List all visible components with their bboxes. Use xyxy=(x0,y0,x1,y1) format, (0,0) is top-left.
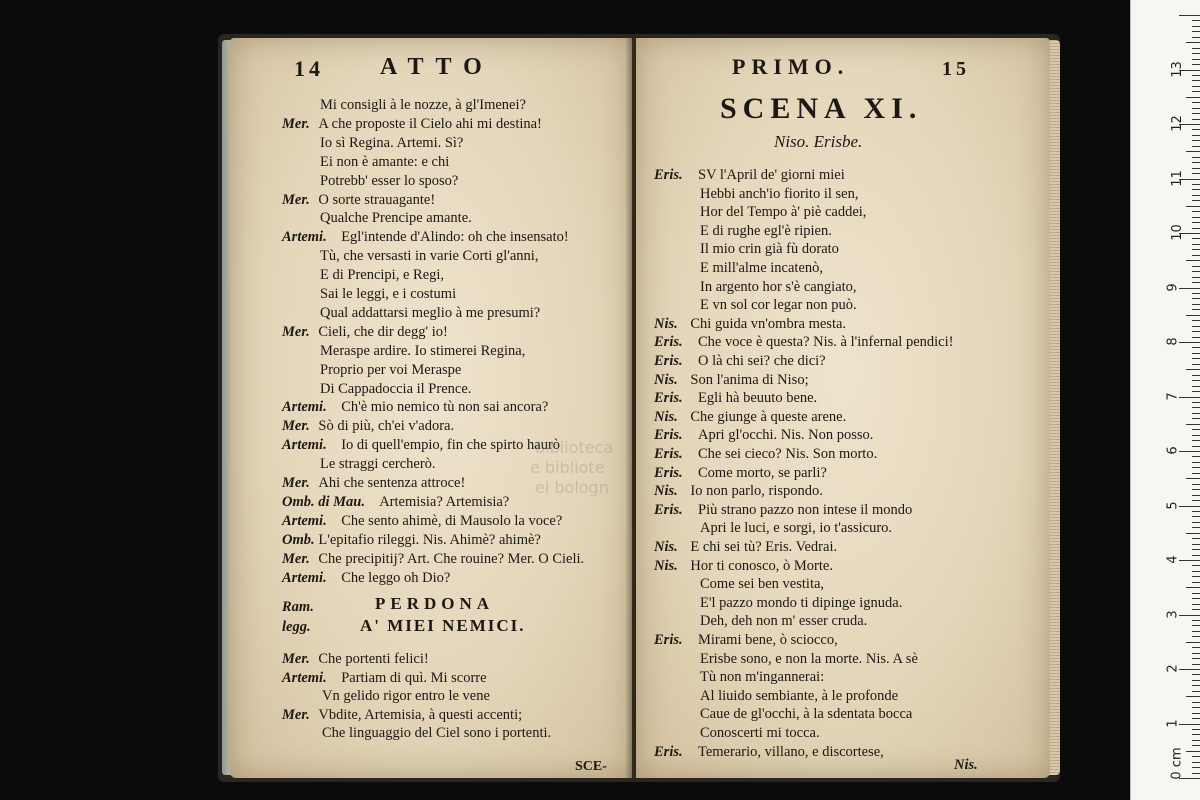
speaker-label: Eris. xyxy=(654,167,683,183)
ruler-tick xyxy=(1192,337,1200,338)
ruler-tick xyxy=(1192,249,1200,250)
text-line: E di rughe egl'è ripien. xyxy=(700,222,832,239)
ruler-tick xyxy=(1186,315,1200,316)
speaker-label: Eris. xyxy=(654,501,683,518)
ruler-tick xyxy=(1186,696,1200,697)
right-page xyxy=(636,38,1050,778)
text-line: A che proposte il Cielo ahi mi destina! xyxy=(318,115,542,132)
ruler-tick xyxy=(1186,533,1200,534)
text-line: Hebbi anch'io fiorito il sen, xyxy=(700,185,859,202)
ruler-tick xyxy=(1192,565,1200,566)
ruler-tick xyxy=(1192,162,1200,163)
ruler-tick xyxy=(1192,375,1200,376)
right-catchword: Nis. xyxy=(954,757,978,773)
speaker-label: Nis. xyxy=(654,483,678,500)
speaker-label: Eris. xyxy=(654,446,683,462)
ruler-tick xyxy=(1192,108,1200,109)
ruler-tick xyxy=(1192,636,1200,637)
legg-label: legg. xyxy=(282,619,311,635)
ruler-number: 2 xyxy=(1165,664,1181,673)
ruler-tick xyxy=(1192,304,1200,305)
text-line: Erisbe sono, e non la morte. Nis. A sè xyxy=(700,650,918,667)
ruler-tick xyxy=(1192,358,1200,359)
ruler-number: 7 xyxy=(1165,391,1181,401)
text-line: Tù, che versasti in varie Corti gl'anni, xyxy=(320,248,539,265)
text-line: Io non parlo, rispondo. xyxy=(690,483,823,500)
ruler-tick xyxy=(1192,456,1200,457)
text-line: Egli hà beuuto bene. xyxy=(698,390,818,407)
ruler-tick xyxy=(1192,767,1200,768)
ruler-tick xyxy=(1192,604,1200,605)
text-line: Ch'è mio nemico tù non sai ancora? xyxy=(341,399,549,416)
ruler-tick xyxy=(1192,549,1200,550)
measurement-ruler xyxy=(1130,0,1200,800)
ruler-tick xyxy=(1192,298,1200,299)
text-line: Egl'intende d'Alindo: oh che insensato! xyxy=(341,229,569,246)
text-line: Hor del Tempo à' piè caddei, xyxy=(700,204,867,221)
speaker-label: Omb. xyxy=(282,531,315,548)
ruler-number: 1 xyxy=(1165,718,1181,728)
speaker-label: Artemi. xyxy=(282,437,327,454)
ruler-tick xyxy=(1192,446,1200,447)
text-line: Che sei cieco? Nis. Son morto. xyxy=(698,446,878,462)
ruler-tick xyxy=(1192,320,1200,321)
speaker-label: Artemi. xyxy=(282,229,327,246)
ruler-tick xyxy=(1186,751,1200,752)
ruler-tick xyxy=(1186,369,1200,370)
text-line: Apri le luci, e sorgi, io t'assicuro. xyxy=(700,520,893,537)
text-line: E vn sol cor legar non può. xyxy=(700,297,857,314)
ruler-tick xyxy=(1192,620,1200,621)
ruler-tick xyxy=(1192,228,1200,229)
speaker-label: Mer. xyxy=(282,115,310,132)
ruler-tick xyxy=(1192,713,1200,714)
text-line: Che precipitij? Art. Che rouine? Mer. O Cieli. xyxy=(318,550,585,567)
ruler-tick xyxy=(1192,674,1200,675)
ruler-tick xyxy=(1192,195,1200,196)
speaker-label: Mer. xyxy=(282,706,310,723)
text-line: Di Cappadoccia il Prence. xyxy=(320,380,472,397)
ruler-tick xyxy=(1179,560,1200,561)
ruler-tick xyxy=(1192,729,1200,730)
ruler-tick xyxy=(1192,222,1200,223)
ruler-tick xyxy=(1179,288,1200,289)
ruler-tick xyxy=(1192,380,1200,381)
ruler-tick xyxy=(1192,576,1200,577)
text-line: O sorte strauagante! xyxy=(318,191,436,208)
speaker-label: Mer. xyxy=(282,651,310,667)
text-line: Ei non è amante: e chi xyxy=(320,153,450,170)
text-line: Apri gl'occhi. Nis. Non posso. xyxy=(698,427,874,444)
speaker-label: Mer. xyxy=(282,475,310,491)
text-line: Il mio crin già fù dorato xyxy=(700,241,839,258)
text-line: Sai le leggi, e i costumi xyxy=(320,286,457,302)
ruler-tick xyxy=(1192,113,1200,114)
ruler-number: 3 xyxy=(1165,609,1181,619)
ruler-tick xyxy=(1192,500,1200,501)
text-line: Temerario, villano, e discortese, xyxy=(698,743,884,760)
ruler-tick xyxy=(1192,91,1200,92)
ruler-number: 10 xyxy=(1169,224,1185,241)
ruler-tick xyxy=(1192,168,1200,169)
ruler-number: 11 xyxy=(1169,169,1185,187)
ruler-tick xyxy=(1192,745,1200,746)
ruler-tick xyxy=(1192,495,1200,496)
ruler-tick xyxy=(1192,489,1200,490)
speaker-label: Nis. xyxy=(654,408,678,425)
ruler-tick xyxy=(1186,206,1200,207)
watermark-line-3: ei bologn xyxy=(535,478,609,497)
speaker-label: Eris. xyxy=(654,743,683,760)
text-line: Che leggo oh Dio? xyxy=(341,569,451,586)
ruler-tick xyxy=(1192,386,1200,387)
ruler-tick xyxy=(1186,151,1200,152)
text-line: E chi sei tù? Eris. Vedrai. xyxy=(690,539,838,555)
ruler-tick xyxy=(1192,555,1200,556)
speaker-label: Mer. xyxy=(282,418,310,435)
right-page-number: 15 xyxy=(942,58,970,80)
ruler-tick xyxy=(1192,238,1200,239)
ruler-tick xyxy=(1192,75,1200,76)
ruler-tick xyxy=(1192,200,1200,201)
ruler-tick xyxy=(1192,740,1200,741)
speaker-label: Mer. xyxy=(282,323,310,340)
ruler-tick xyxy=(1192,48,1200,49)
speaker-label: Eris. xyxy=(654,334,683,351)
speaker-label: Omb. di Mau. xyxy=(282,493,365,510)
ruler-tick xyxy=(1192,609,1200,610)
ruler-tick xyxy=(1192,26,1200,27)
text-line: Conoscerti mi tocca. xyxy=(700,725,820,741)
ruler-tick xyxy=(1186,424,1200,425)
ruler-tick xyxy=(1192,429,1200,430)
text-line: Mi consigli à le nozze, à gl'Imenei? xyxy=(320,97,526,113)
ruler-tick xyxy=(1186,478,1200,479)
ruler-tick xyxy=(1192,664,1200,665)
ruler-tick xyxy=(1192,653,1200,654)
text-line: Al liuido sembiante, à le profonde xyxy=(700,687,899,704)
ruler-tick xyxy=(1179,15,1200,16)
ruler-tick xyxy=(1192,407,1200,408)
text-line: Vn gelido rigor entro le vene xyxy=(322,688,490,704)
ruler-tick xyxy=(1192,347,1200,348)
ruler-tick xyxy=(1192,718,1200,719)
speaker-label: Eris. xyxy=(654,353,683,369)
watermark-line-2: e bibliote xyxy=(530,458,605,477)
left-running-header: ATTO xyxy=(380,54,494,80)
speaker-label: Artemi. xyxy=(282,399,327,416)
text-line: Caue de gl'occhi, à la sdentata bocca xyxy=(700,706,913,723)
ruler-tick xyxy=(1192,140,1200,141)
ruler-tick xyxy=(1192,37,1200,38)
speaker-label: Eris. xyxy=(654,427,683,444)
ruler-tick xyxy=(1179,397,1200,398)
ruler-tick xyxy=(1179,669,1200,670)
speaker-label: Eris. xyxy=(654,464,683,481)
ruler-tick xyxy=(1192,473,1200,474)
text-line: Artemisia? Artemisia? xyxy=(379,493,510,510)
ruler-tick xyxy=(1192,707,1200,708)
text-line: Che portenti felici! xyxy=(318,651,429,667)
ruler-tick xyxy=(1192,189,1200,190)
inscription-line-2: A' MIEI NEMICI. xyxy=(360,616,526,635)
ruler-tick xyxy=(1192,756,1200,757)
text-line: Deh, deh non m' esser cruda. xyxy=(700,613,868,630)
speaker-label: Mer. xyxy=(282,191,310,208)
text-line: Meraspe ardire. Io stimerei Regina, xyxy=(320,342,526,359)
ruler-tick xyxy=(1192,364,1200,365)
left-page xyxy=(230,38,632,778)
scene-characters: Niso. Erisbe. xyxy=(774,132,863,151)
ruler-tick xyxy=(1192,593,1200,594)
ruler-tick xyxy=(1192,571,1200,572)
ruler-tick xyxy=(1192,173,1200,174)
text-line: Qual addattarsi meglio à me presumi? xyxy=(320,304,541,321)
ruler-tick xyxy=(1192,293,1200,294)
ruler-tick xyxy=(1192,413,1200,414)
ruler-tick xyxy=(1192,146,1200,147)
ruler-tick xyxy=(1179,342,1200,343)
ruler-tick xyxy=(1192,538,1200,539)
ruler-tick xyxy=(1192,462,1200,463)
text-line: Che sento ahimè, di Mausolo la voce? xyxy=(341,512,563,529)
ruler-tick xyxy=(1192,522,1200,523)
ruler-tick xyxy=(1179,615,1200,616)
ruler-tick xyxy=(1192,691,1200,692)
text-line: Io sì Regina. Artemi. Sì? xyxy=(320,134,464,151)
ruler-tick xyxy=(1192,326,1200,327)
ruler-tick xyxy=(1192,20,1200,21)
text-line: Sò di più, ch'ei v'adora. xyxy=(318,418,455,435)
ruler-tick xyxy=(1192,544,1200,545)
ruler-tick xyxy=(1192,282,1200,283)
ruler-tick xyxy=(1192,59,1200,60)
ram-label: Ram. xyxy=(282,599,314,615)
ruler-tick xyxy=(1192,53,1200,54)
ruler-tick xyxy=(1192,435,1200,436)
text-line: E mill'alme incatenò, xyxy=(700,260,824,276)
ruler-tick xyxy=(1179,506,1200,507)
ruler-tick xyxy=(1192,685,1200,686)
speaker-label: Artemi. xyxy=(282,512,327,529)
ruler-tick xyxy=(1186,42,1200,43)
ruler-tick xyxy=(1192,658,1200,659)
speaker-label: Mer. xyxy=(282,550,310,567)
ruler-number: 9 xyxy=(1165,282,1181,292)
ruler-tick xyxy=(1192,467,1200,468)
ruler-tick xyxy=(1192,80,1200,81)
ruler-tick xyxy=(1186,97,1200,98)
text-line: Che linguaggio del Ciel sono i portenti. xyxy=(322,725,552,741)
text-line: Che voce è questa? Nis. à l'infernal pendici! xyxy=(698,334,954,351)
ruler-tick xyxy=(1192,762,1200,763)
ruler-tick xyxy=(1192,271,1200,272)
speaker-label: Eris. xyxy=(654,632,683,648)
scene-title: SCENA XI. xyxy=(720,92,923,125)
ruler-tick xyxy=(1192,129,1200,130)
ruler-tick xyxy=(1192,266,1200,267)
text-line: Proprio per voi Meraspe xyxy=(320,361,462,378)
ruler-tick xyxy=(1192,598,1200,599)
ruler-tick xyxy=(1192,255,1200,256)
ruler-tick xyxy=(1179,724,1200,725)
text-line: Hor ti conosco, ò Morte. xyxy=(690,557,833,574)
ruler-tick xyxy=(1192,391,1200,392)
ruler-tick xyxy=(1192,773,1200,774)
ruler-tick xyxy=(1179,451,1200,452)
right-running-header: PRIMO. xyxy=(732,54,850,79)
ruler-tick xyxy=(1192,309,1200,310)
ruler-tick xyxy=(1192,647,1200,648)
ruler-tick xyxy=(1192,64,1200,65)
ruler-tick xyxy=(1192,277,1200,278)
ruler-tick xyxy=(1186,587,1200,588)
ruler-number: 12 xyxy=(1169,115,1185,132)
ruler-tick xyxy=(1192,734,1200,735)
text-line: E di Prencipi, e Regi, xyxy=(320,267,445,284)
ruler-tick xyxy=(1192,702,1200,703)
speaker-label: Artemi. xyxy=(282,569,327,586)
ruler-tick xyxy=(1186,260,1200,261)
ruler-tick xyxy=(1192,331,1200,332)
ruler-tick xyxy=(1192,135,1200,136)
text-line: E'l pazzo mondo ti dipinge ignuda. xyxy=(700,594,903,611)
text-line: Come sei ben vestita, xyxy=(700,576,825,593)
ruler-tick xyxy=(1192,353,1200,354)
ruler-tick xyxy=(1192,102,1200,103)
text-line: Tù non m'ingannerai: xyxy=(700,669,825,686)
text-line: Vbdite, Artemisia, à questi accenti; xyxy=(318,706,523,723)
ruler-tick xyxy=(1192,418,1200,419)
speaker-label: Nis. xyxy=(654,557,678,574)
text-line: Chi guida vn'ombra mesta. xyxy=(690,315,847,332)
text-line: Ahi che sentenza attroce! xyxy=(318,475,466,491)
text-line: SV l'April de' giorni miei xyxy=(698,167,845,183)
speaker-label: Nis. xyxy=(654,315,678,332)
text-line: Qualche Prencipe amante. xyxy=(320,210,472,227)
text-line: Più strano pazzo non intese il mondo xyxy=(698,501,913,518)
ruler-tick xyxy=(1192,680,1200,681)
text-line: L'epitafio rileggi. Nis. Ahimè? ahimè? xyxy=(318,531,541,548)
speaker-label: Nis. xyxy=(654,539,678,555)
text-line: Potrebb' esser lo sposo? xyxy=(320,172,459,189)
ruler-tick xyxy=(1192,217,1200,218)
ruler-tick xyxy=(1186,642,1200,643)
ruler-number: 5 xyxy=(1165,500,1181,510)
ruler-tick xyxy=(1192,527,1200,528)
ruler-tick xyxy=(1192,625,1200,626)
ruler-number: 4 xyxy=(1165,555,1181,564)
left-catchword: SCE- xyxy=(575,759,607,774)
ruler-tick xyxy=(1192,511,1200,512)
left-page-number: 14 xyxy=(294,56,324,81)
text-line: In argento hor s'è cangiato, xyxy=(700,278,857,295)
ruler-tick xyxy=(1192,119,1200,120)
inscription-line-1: PERDONA xyxy=(375,594,495,613)
text-line: Come morto, se parli? xyxy=(698,464,827,481)
ruler-tick xyxy=(1192,211,1200,212)
ruler-tick xyxy=(1192,157,1200,158)
text-line: Le straggi cercherò. xyxy=(320,456,436,473)
text-line: O là chi sei? che dici? xyxy=(698,353,826,369)
ruler-tick xyxy=(1192,484,1200,485)
ruler-unit-label: 0 cm xyxy=(1169,747,1185,780)
ruler-tick xyxy=(1192,631,1200,632)
ruler-tick xyxy=(1192,440,1200,441)
ruler-number: 13 xyxy=(1169,60,1185,78)
ruler-number: 6 xyxy=(1165,446,1181,455)
ruler-tick xyxy=(1192,184,1200,185)
ruler-tick xyxy=(1192,31,1200,32)
text-line: Son l'anima di Niso; xyxy=(690,371,809,388)
speaker-label: Artemi. xyxy=(282,669,327,686)
speaker-label: Eris. xyxy=(654,390,683,407)
speaker-label: Nis. xyxy=(654,371,678,388)
text-line: Partiam di quì. Mi scorre xyxy=(341,669,487,686)
ruler-tick xyxy=(1192,86,1200,87)
ruler-number: 8 xyxy=(1165,337,1181,346)
ruler-tick xyxy=(1192,516,1200,517)
text-line: Che giunge à queste arene. xyxy=(690,408,847,425)
text-line: Io di quell'empio, fin che spirto haurò xyxy=(341,437,561,454)
ruler-tick xyxy=(1192,402,1200,403)
text-line: Cieli, che dir degg' io! xyxy=(318,323,448,340)
watermark-line-1: biblioteca xyxy=(535,438,614,457)
ruler-tick xyxy=(1192,582,1200,583)
text-line: Mirami bene, ò sciocco, xyxy=(698,632,838,648)
ruler-tick xyxy=(1192,244,1200,245)
